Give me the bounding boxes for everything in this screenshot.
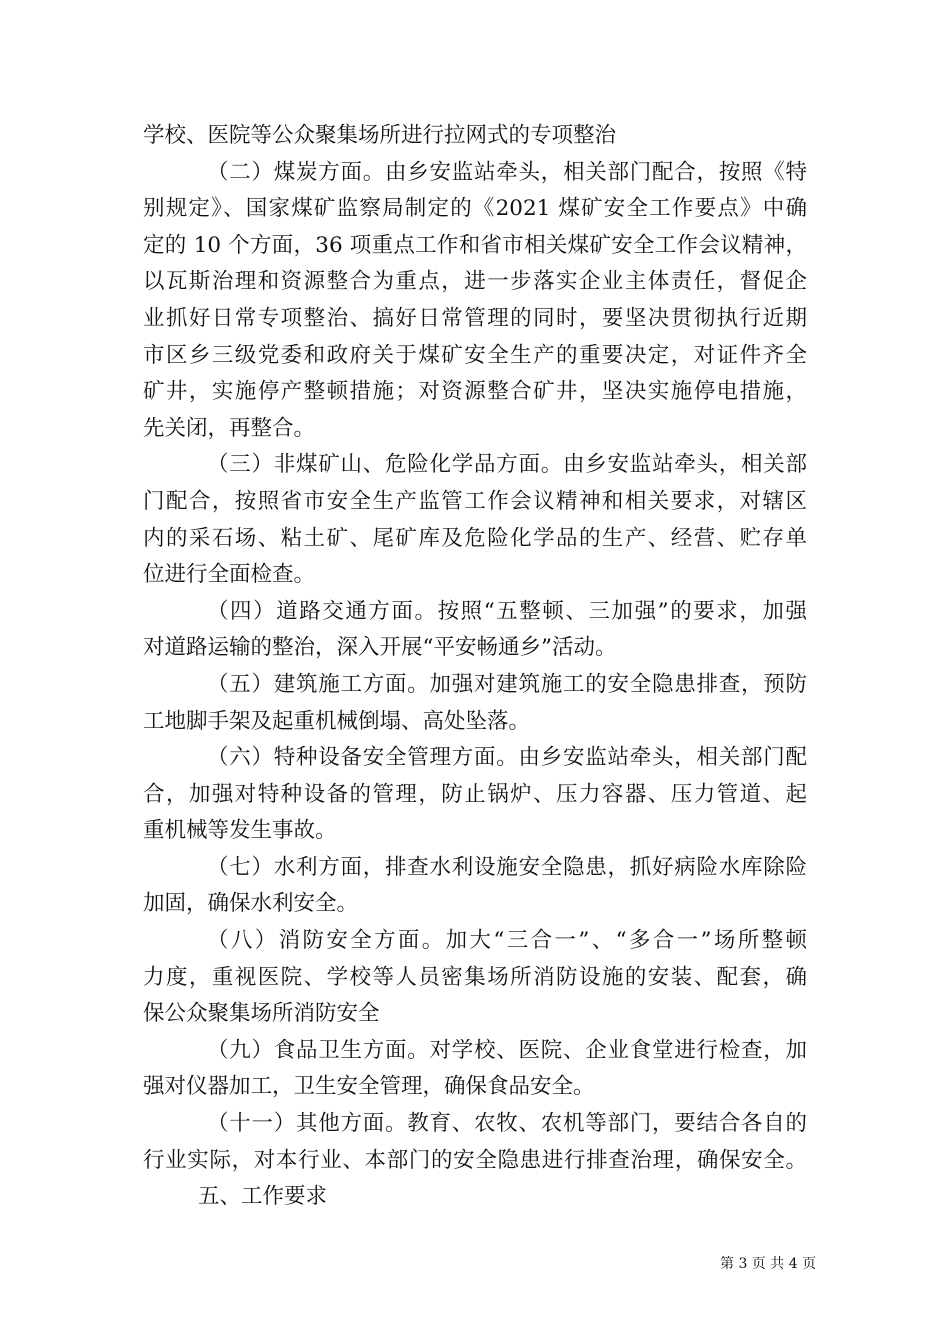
- paragraph-line: （五）建筑施工方面。加强对建筑施工的安全隐患排查，预防: [207, 671, 807, 697]
- paragraph-line: 重机械等发生事故。: [143, 818, 337, 844]
- paragraph-line: 以瓦斯治理和资源整合为重点，进一步落实企业主体责任，督促企: [143, 269, 807, 295]
- paragraph-line: 对道路运输的整治，深入开展“平安畅通乡”活动。: [143, 635, 617, 661]
- paragraph-line: 保公众聚集场所消防安全: [143, 1001, 380, 1027]
- paragraph-line: （二）煤炭方面。由乡安监站牵头，相关部门配合，按照《特: [207, 159, 807, 185]
- paragraph-line: 别规定》、国家煤矿监察局制定的《2021 煤矿安全工作要点》中确: [143, 196, 807, 222]
- paragraph-line: 位进行全面检查。: [143, 562, 316, 588]
- paragraph-line: （三）非煤矿山、危险化学品方面。由乡安监站牵头，相关部: [207, 452, 807, 478]
- page-number: 第 3 页 共 4 页: [720, 1256, 817, 1272]
- paragraph-line: （四）道路交通方面。按照“五整顿、三加强”的要求，加强: [207, 598, 807, 624]
- paragraph-line: （十一）其他方面。教育、农牧、农机等部门，要结合各自的: [207, 1111, 807, 1137]
- paragraph-line: 行业实际，对本行业、本部门的安全隐患进行排查治理，确保安全。: [143, 1147, 807, 1173]
- paragraph-line: 强对仪器加工，卫生安全管理，确保食品安全。: [143, 1074, 595, 1100]
- paragraph-line: （六）特种设备安全管理方面。由乡安监站牵头，相关部门配: [207, 745, 807, 771]
- paragraph-line: 矿井，实施停产整顿措施；对资源整合矿井，坚决实施停电措施，: [143, 379, 807, 405]
- section-heading: 五、工作要求: [198, 1184, 328, 1210]
- paragraph-line: 工地脚手架及起重机械倒塌、高处坠落。: [143, 708, 531, 734]
- paragraph-line: （九）食品卫生方面。对学校、医院、企业食堂进行检查，加: [207, 1037, 807, 1063]
- paragraph-line: （八）消防安全方面。加大“三合一”、“多合一”场所整顿: [207, 928, 807, 954]
- paragraph-line: 合，加强对特种设备的管理，防止锅炉、压力容器、压力管道、起: [143, 781, 807, 807]
- paragraph-line: 加固，确保水利安全。: [143, 891, 359, 917]
- paragraph-line: （七）水利方面，排查水利设施安全隐患，抓好病险水库除险: [207, 854, 807, 880]
- paragraph-line: 力度，重视医院、学校等人员密集场所消防设施的安装、配套，确: [143, 964, 807, 990]
- paragraph-line: 定的 10 个方面，36 项重点工作和省市相关煤矿安全工作会议精神，: [143, 232, 807, 258]
- document-body: [143, 118, 807, 1216]
- paragraph-line: 学校、医院等公众聚集场所进行拉网式的专项整治: [143, 123, 617, 148]
- paragraph-line: 门配合，按照省市安全生产监管工作会议精神和相关要求，对辖区: [143, 488, 807, 514]
- paragraph-line: 先关闭，再整合。: [143, 415, 316, 441]
- paragraph-line: 内的采石场、粘土矿、尾矿库及危险化学品的生产、经营、贮存单: [143, 525, 807, 551]
- paragraph-line: 市区乡三级党委和政府关于煤矿安全生产的重要决定，对证件齐全: [143, 342, 807, 368]
- paragraph-line: 业抓好日常专项整治、搞好日常管理的同时，要坚决贯彻执行近期: [143, 305, 807, 331]
